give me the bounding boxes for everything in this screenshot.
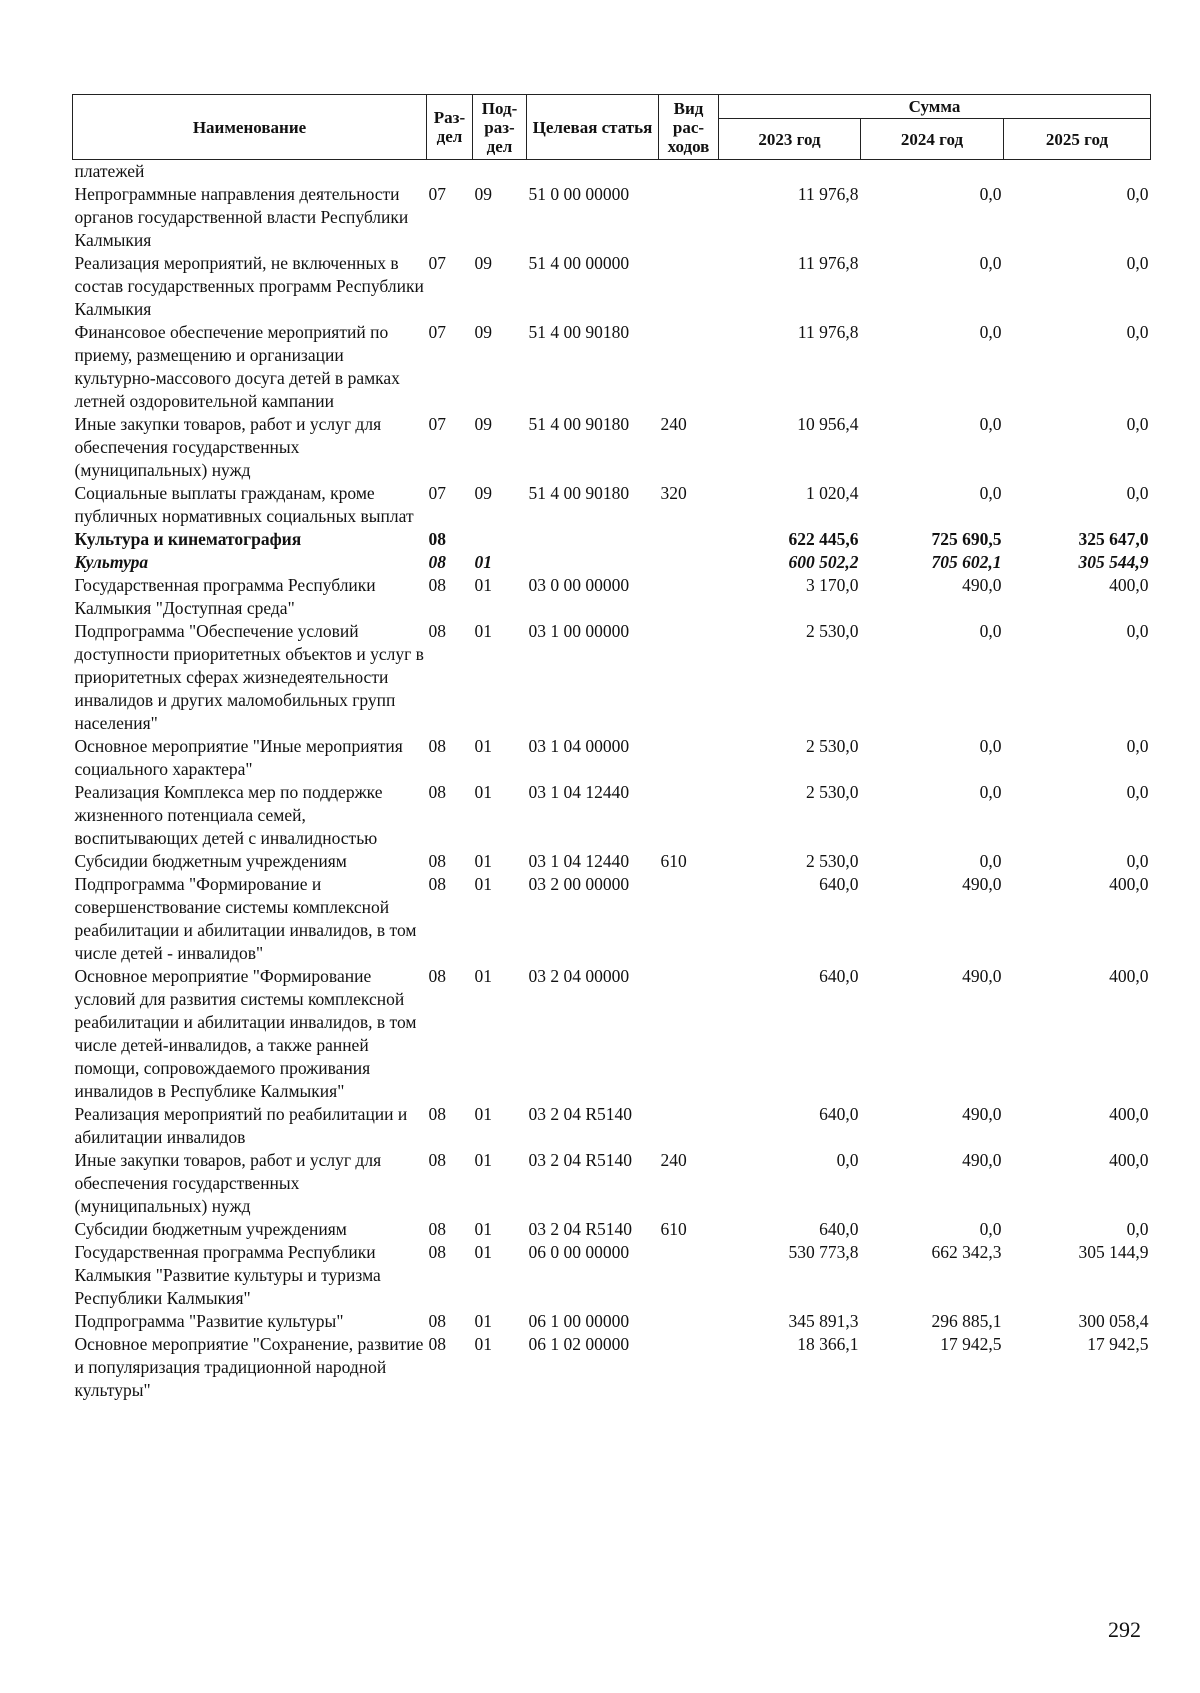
table-body	[73, 160, 1151, 1403]
row-podrazdel: 01	[474, 851, 492, 871]
row-podrazdel	[473, 528, 527, 551]
row-razdel: 07	[428, 322, 446, 342]
row-razdel: 08	[428, 736, 446, 756]
row-target-article: 03 0 00 00000	[528, 575, 630, 595]
row-razdel: 08	[428, 621, 446, 641]
row-target-article: 03 2 04 R5140	[528, 1219, 633, 1239]
row-sum-2023: 2 530,0	[806, 621, 859, 641]
row-razdel: 07	[428, 483, 446, 503]
table-row	[73, 482, 1151, 528]
row-razdel: 08	[428, 1150, 446, 1170]
row-expense-type: 610	[660, 851, 687, 871]
row-podrazdel: 01	[474, 1334, 492, 1354]
budget-table	[72, 94, 1151, 1402]
table-row	[73, 321, 1151, 413]
row-sum-2024: 705 602,1	[931, 552, 1002, 572]
row-sum-2024: 0,0	[979, 851, 1002, 871]
row-expense-type	[659, 183, 719, 252]
row-sum-2025: 305 544,9	[1078, 552, 1149, 572]
row-razdel: 08	[428, 1219, 446, 1239]
row-expense-type	[659, 1333, 719, 1402]
row-expense-type	[659, 1310, 719, 1333]
row-sum-2025: 400,0	[1109, 575, 1149, 595]
table-row	[73, 551, 1151, 574]
row-name: Реализация Комплекса мер по поддержке жизненного потенциала семей, воспитывающих детей с инвалидностью	[74, 782, 383, 848]
row-target-article: 06 1 00 00000	[528, 1311, 630, 1331]
row-sum-2024: 0,0	[979, 483, 1002, 503]
table-row	[73, 574, 1151, 620]
row-sum-2025	[1004, 160, 1151, 184]
row-target-article: 51 4 00 00000	[528, 253, 630, 273]
row-sum-2023: 530 773,8	[788, 1242, 859, 1262]
row-expense-type	[659, 873, 719, 965]
row-podrazdel	[473, 160, 527, 184]
table-row	[73, 1149, 1151, 1218]
row-sum-2025: 0,0	[1126, 184, 1149, 204]
row-sum-2025: 305 144,9	[1078, 1242, 1149, 1262]
row-razdel: 07	[428, 253, 446, 273]
row-sum-2024: 0,0	[979, 736, 1002, 756]
header-razdel: Раз-дел	[427, 95, 473, 160]
row-name: Государственная программа Республики Калмыкия "Развитие культуры и туризма Республики Калмыкия"	[74, 1242, 381, 1308]
row-expense-type	[659, 735, 719, 781]
row-sum-2025: 17 942,5	[1087, 1334, 1149, 1354]
row-sum-2023: 10 956,4	[797, 414, 859, 434]
row-sum-2023: 640,0	[819, 874, 859, 894]
row-razdel: 07	[428, 184, 446, 204]
row-sum-2023: 640,0	[819, 1219, 859, 1239]
table-row	[73, 183, 1151, 252]
row-sum-2023: 11 976,8	[797, 184, 859, 204]
row-name: Основное мероприятие "Сохранение, развитие и популяризация традиционной народной культуры"	[74, 1334, 424, 1400]
row-podrazdel: 09	[474, 483, 492, 503]
row-sum-2024: 0,0	[979, 253, 1002, 273]
row-sum-2023: 3 170,0	[806, 575, 859, 595]
row-sum-2023: 2 530,0	[806, 736, 859, 756]
row-sum-2025: 0,0	[1126, 782, 1149, 802]
row-name: Финансовое обеспечение мероприятий по приему, размещению и организации культурно-массового досуга детей в рамках летней оздоровительной кампании	[74, 322, 400, 411]
row-name: Реализация мероприятий, не включенных в состав государственных программ Республики Калмыкия	[74, 253, 424, 319]
row-name: Подпрограмма "Формирование и совершенствование системы комплексной реабилитации и абилитации инвалидов, в том числе детей - инвалидов"	[74, 874, 417, 963]
row-sum-2023: 2 530,0	[806, 782, 859, 802]
row-podrazdel: 01	[474, 1150, 492, 1170]
row-razdel: 08	[428, 552, 446, 572]
row-sum-2024: 490,0	[962, 575, 1002, 595]
row-name: Основное мероприятие "Иные мероприятия социального характера"	[74, 736, 403, 779]
row-target-article	[527, 551, 659, 574]
row-target-article: 06 0 00 00000	[528, 1242, 630, 1262]
row-podrazdel: 01	[474, 575, 492, 595]
row-sum-2025: 0,0	[1126, 621, 1149, 641]
table-row	[73, 735, 1151, 781]
row-sum-2023: 1 020,4	[806, 483, 859, 503]
row-podrazdel: 09	[474, 253, 492, 273]
table-row	[73, 1241, 1151, 1310]
page-number: 292	[1108, 1617, 1141, 1642]
row-podrazdel: 01	[474, 736, 492, 756]
row-sum-2025: 400,0	[1109, 1104, 1149, 1124]
row-name: Иные закупки товаров, работ и услуг для обеспечения государственных (муниципальных) нужд	[74, 1150, 382, 1216]
row-name: Реализация мероприятий по реабилитации и абилитации инвалидов	[74, 1104, 408, 1147]
row-sum-2024: 490,0	[962, 1150, 1002, 1170]
row-sum-2024: 17 942,5	[940, 1334, 1002, 1354]
row-sum-2024	[861, 160, 1004, 184]
row-expense-type	[659, 252, 719, 321]
row-sum-2023: 0,0	[836, 1150, 859, 1170]
table-row	[73, 160, 1151, 184]
row-sum-2023: 18 366,1	[797, 1334, 859, 1354]
row-sum-2025: 325 647,0	[1078, 529, 1149, 549]
row-sum-2025: 400,0	[1109, 1150, 1149, 1170]
row-razdel	[427, 160, 473, 184]
row-razdel: 08	[428, 1334, 446, 1354]
row-sum-2025: 0,0	[1126, 253, 1149, 273]
row-sum-2024: 725 690,5	[931, 529, 1002, 549]
row-podrazdel: 01	[474, 1104, 492, 1124]
row-sum-2023	[719, 160, 861, 184]
row-expense-type	[659, 1241, 719, 1310]
row-expense-type: 240	[660, 414, 687, 434]
row-name: Субсидии бюджетным учреждениям	[74, 851, 347, 871]
row-podrazdel: 01	[474, 874, 492, 894]
row-razdel: 08	[428, 1104, 446, 1124]
row-target-article: 03 1 04 12440	[528, 782, 630, 802]
row-expense-type	[659, 321, 719, 413]
row-name: Основное мероприятие "Формирование условий для развития системы комплексной реабилитации и абилитации инвалидов, в том числе детей-инвалидов, а также ранней помощи, сопровождаемого проживания инвалидов в Республике Калмыкия"	[74, 966, 417, 1101]
row-sum-2024: 490,0	[962, 1104, 1002, 1124]
row-expense-type	[659, 160, 719, 184]
row-sum-2023: 622 445,6	[788, 529, 859, 549]
row-target-article: 03 2 04 R5140	[528, 1150, 633, 1170]
row-sum-2025: 400,0	[1109, 874, 1149, 894]
table-row	[73, 413, 1151, 482]
row-podrazdel: 01	[474, 552, 492, 572]
row-sum-2025: 0,0	[1126, 322, 1149, 342]
table-row	[73, 965, 1151, 1103]
row-sum-2023: 640,0	[819, 966, 859, 986]
table-row	[73, 1310, 1151, 1333]
header-target-article: Целевая статья	[527, 95, 659, 160]
row-sum-2024: 0,0	[979, 782, 1002, 802]
row-sum-2025: 0,0	[1126, 483, 1149, 503]
header-podrazdel: Под-раз-дел	[473, 95, 527, 160]
row-sum-2023: 11 976,8	[797, 253, 859, 273]
row-sum-2025: 0,0	[1126, 851, 1149, 871]
row-sum-2025: 400,0	[1109, 966, 1149, 986]
row-expense-type: 610	[660, 1219, 687, 1239]
row-name: Субсидии бюджетным учреждениям	[74, 1219, 347, 1239]
row-target-article: 03 1 04 00000	[528, 736, 630, 756]
row-podrazdel: 09	[474, 184, 492, 204]
row-target-article	[527, 160, 659, 184]
row-razdel: 07	[428, 414, 446, 434]
row-target-article: 03 2 04 00000	[528, 966, 630, 986]
row-target-article: 03 2 04 R5140	[528, 1104, 633, 1124]
row-expense-type: 320	[660, 483, 687, 503]
row-sum-2025: 300 058,4	[1078, 1311, 1149, 1331]
row-sum-2023: 11 976,8	[797, 322, 859, 342]
row-sum-2023: 345 891,3	[788, 1311, 859, 1331]
row-razdel: 08	[428, 874, 446, 894]
table-row	[73, 1218, 1151, 1241]
row-target-article: 03 1 04 12440	[528, 851, 630, 871]
row-expense-type	[659, 574, 719, 620]
row-sum-2025: 0,0	[1126, 414, 1149, 434]
row-sum-2024: 0,0	[979, 1219, 1002, 1239]
row-podrazdel: 01	[474, 1242, 492, 1262]
row-target-article: 06 1 02 00000	[528, 1334, 630, 1354]
row-sum-2024: 662 342,3	[931, 1242, 1002, 1262]
row-name: платежей	[74, 161, 145, 181]
table-row	[73, 781, 1151, 850]
header-sum: Сумма	[719, 95, 1151, 119]
row-sum-2024: 490,0	[962, 874, 1002, 894]
header-expense-type: Вид рас-ходов	[659, 95, 719, 160]
row-razdel: 08	[428, 529, 446, 549]
row-podrazdel: 01	[474, 782, 492, 802]
row-razdel: 08	[428, 1311, 446, 1331]
row-razdel: 08	[428, 575, 446, 595]
row-sum-2024: 296 885,1	[931, 1311, 1002, 1331]
row-name: Культура и кинематография	[74, 529, 302, 549]
row-razdel: 08	[428, 1242, 446, 1262]
row-sum-2025: 0,0	[1126, 1219, 1149, 1239]
row-target-article: 51 4 00 90180	[528, 483, 630, 503]
row-sum-2024: 0,0	[979, 322, 1002, 342]
table-row	[73, 850, 1151, 873]
row-expense-type	[659, 620, 719, 735]
row-razdel: 08	[428, 851, 446, 871]
header-year-2025: 2025 год	[1004, 119, 1151, 160]
table-row	[73, 1103, 1151, 1149]
row-sum-2023: 640,0	[819, 1104, 859, 1124]
header-year-2023: 2023 год	[719, 119, 861, 160]
row-expense-type	[659, 965, 719, 1103]
row-expense-type	[659, 1103, 719, 1149]
row-name: Государственная программа Республики Калмыкия "Доступная среда"	[74, 575, 376, 618]
row-sum-2024: 0,0	[979, 414, 1002, 434]
row-target-article: 03 2 00 00000	[528, 874, 630, 894]
row-expense-type	[659, 551, 719, 574]
row-name: Подпрограмма "Развитие культуры"	[74, 1311, 344, 1331]
row-podrazdel: 01	[474, 621, 492, 641]
table-row	[73, 620, 1151, 735]
row-razdel: 08	[428, 966, 446, 986]
row-sum-2024: 0,0	[979, 621, 1002, 641]
table-header	[73, 95, 1151, 160]
table-row	[73, 252, 1151, 321]
budget-table-page	[72, 94, 1150, 1402]
row-expense-type: 240	[660, 1150, 687, 1170]
row-target-article: 51 0 00 00000	[528, 184, 630, 204]
row-expense-type	[659, 781, 719, 850]
table-row	[73, 1333, 1151, 1402]
row-expense-type	[659, 528, 719, 551]
row-target-article: 51 4 00 90180	[528, 322, 630, 342]
row-sum-2023: 2 530,0	[806, 851, 859, 871]
row-name: Иные закупки товаров, работ и услуг для обеспечения государственных (муниципальных) нужд	[74, 414, 382, 480]
row-podrazdel: 09	[474, 322, 492, 342]
row-name: Культура	[74, 552, 149, 572]
row-sum-2023: 600 502,2	[788, 552, 859, 572]
table-row	[73, 873, 1151, 965]
row-sum-2025: 0,0	[1126, 736, 1149, 756]
header-year-2024: 2024 год	[861, 119, 1004, 160]
row-target-article: 03 1 00 00000	[528, 621, 630, 641]
row-target-article: 51 4 00 90180	[528, 414, 630, 434]
row-name: Социальные выплаты гражданам, кроме публичных нормативных социальных выплат	[74, 483, 414, 526]
row-name: Подпрограмма "Обеспечение условий доступности приоритетных объектов и услуг в приоритетных сферах жизнедеятельности инвалидов и других маломобильных групп населения"	[74, 621, 424, 733]
row-name: Непрограммные направления деятельности органов государственной власти Республики Калмыкия	[74, 184, 409, 250]
row-sum-2024: 490,0	[962, 966, 1002, 986]
table-row	[73, 528, 1151, 551]
row-podrazdel: 01	[474, 1311, 492, 1331]
header-name: Наименование	[73, 95, 427, 160]
row-podrazdel: 01	[474, 1219, 492, 1239]
row-razdel: 08	[428, 782, 446, 802]
row-podrazdel: 01	[474, 966, 492, 986]
row-podrazdel: 09	[474, 414, 492, 434]
row-target-article	[527, 528, 659, 551]
row-sum-2024: 0,0	[979, 184, 1002, 204]
